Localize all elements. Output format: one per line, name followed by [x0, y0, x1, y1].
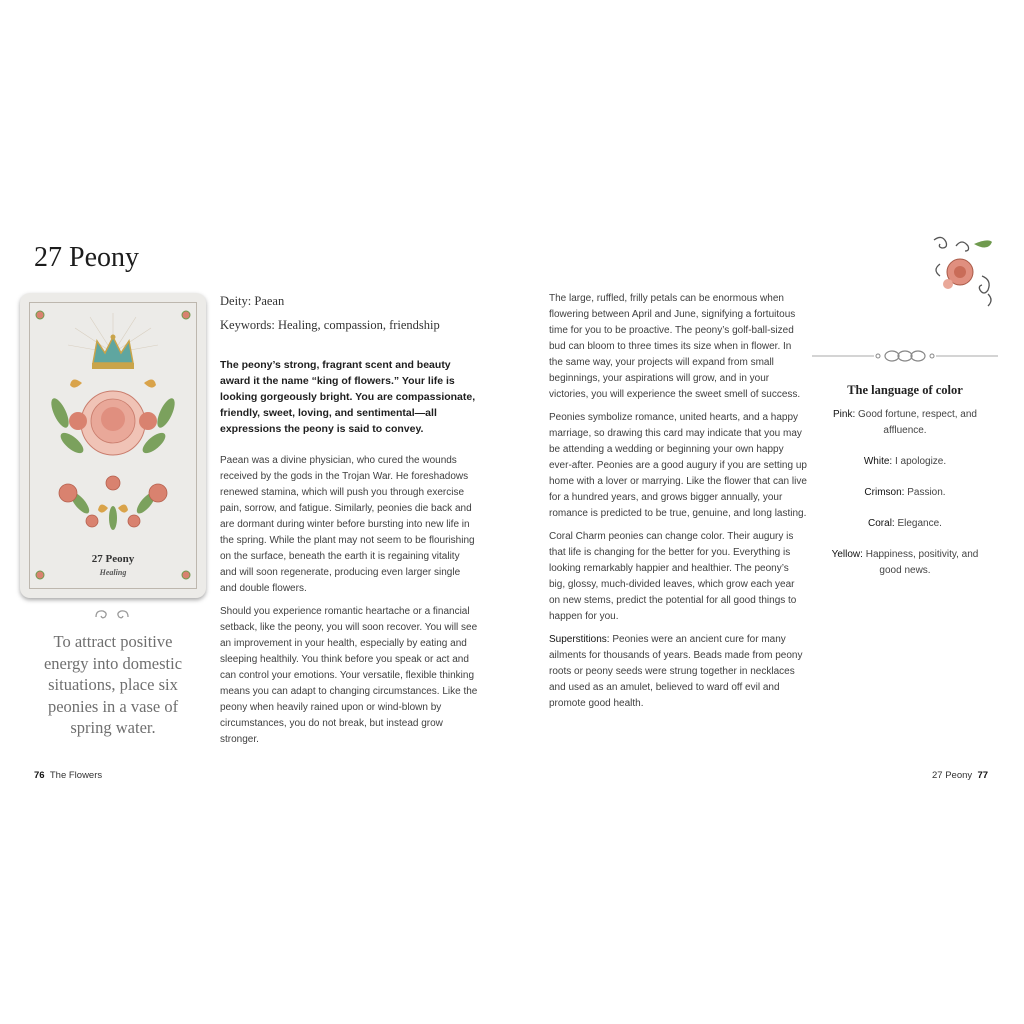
divider-ornament-icon: [812, 348, 998, 364]
list-item: Pink: Good fortune, respect, and affluence.: [833, 409, 977, 436]
crown-icon: [92, 335, 134, 370]
card-subtitle: Healing: [99, 568, 127, 577]
peony-flower-icon: [69, 391, 157, 455]
body-paragraph: Peonies symbolize romance, united hearts, and a happy marriage, so drawing this card may indicate that you may be attending a wedding or beginning your own happy ever-after. Peonies are a good augury if you are setting up home with a lover or marrying. Like the flower that can live for a hundred years, and grows bigger annually, your romance is predicted to be true, genuine, and long lasting.: [549, 412, 807, 519]
list-item: Coral: Elegance.: [868, 518, 942, 529]
pull-quote: To attract positive energy into domestic situations, place six peonies in a vase of spring water.: [43, 632, 183, 737]
right-folio: 27 Peony 77: [932, 770, 989, 781]
body-paragraph: The large, ruffled, frilly petals can be enormous when flowering between April and June, signifying a fortuitous time for you to be proactive. The peony’s golf-ball-sized bud can bloom to three times its size when in flower. In the same way, your projects will expand from small beginnings, your aspirations will grow, and in your victories, you will experience the sweet smell of success.: [549, 293, 801, 400]
card-title: 27 Peony: [91, 553, 135, 565]
language-of-color-list: [822, 407, 988, 594]
list-item: Yellow: Happiness, positivity, and good news.: [831, 549, 979, 576]
oracle-card: [20, 293, 206, 598]
body-paragraph: Paean was a divine physician, who cured the wounds received by the gods in the Trojan War. He foreshadows renewed stamina, which will push you through exercise pain, sorrow, and fatigue. Similarly, peonies die back and are dormant during winter before bursting into new life in the spring. While the plant may not seem to be flourishing on the surface, beneath the earth it is regaining vitality and will soon regenerate, producing even larger single and double flowers.: [220, 455, 475, 594]
lead-paragraph: The peony’s strong, fragrant scent and beauty award it the name “king of flowers.” Your life is looking gorgeously bright. You are compassionate, friendly, sweet, loving, and sentimental—all expressions the peony is said to convey.: [220, 359, 476, 435]
list-item: White: I apologize.: [863, 456, 947, 467]
left-body-column: [220, 453, 478, 755]
left-folio: 76 The Flowers: [34, 770, 103, 781]
deity-line: Deity: Paean: [220, 294, 285, 308]
body-paragraph: Should you experience romantic heartache or a financial setback, like the peony, you will soon recover. You will see an improvement in your health, especially by eating and sleeping healthily. You think before you speak or act and can control your emotions. Your versatile, flexible thinking means you can adapt to changing circumstances. Like the peony when heavily rained upon or wind-blown by circumstances, you do not break, but instead grow stronger.: [220, 606, 478, 745]
right-body-column: [549, 291, 807, 719]
page-title: 27 Peony: [34, 242, 139, 273]
superstitions-paragraph: Superstitions: Peonies were an ancient cure for many ailments for thousands of years. Beads made from peony roots or peony seeds were strung together in necklaces and used as an amulet, believed to ward off evil and promote good health.: [549, 634, 803, 709]
swirl-ornament-icon: [92, 607, 132, 623]
body-paragraph: Coral Charm peonies can change color. Their augury is that life is changing for the better for you. Everything is looking remarkably happier and healthier. The peony’s big, glossy, much-divided leaves, which grow each year on new stems, predict the potential for all good things to happen for you.: [549, 531, 797, 622]
sidebar-title: The language of color: [847, 383, 963, 397]
keywords-line: Keywords: Healing, compassion, friendship: [220, 318, 440, 332]
corner-peony-ornament-icon: [926, 232, 998, 308]
list-item: Crimson: Passion.: [864, 487, 946, 498]
